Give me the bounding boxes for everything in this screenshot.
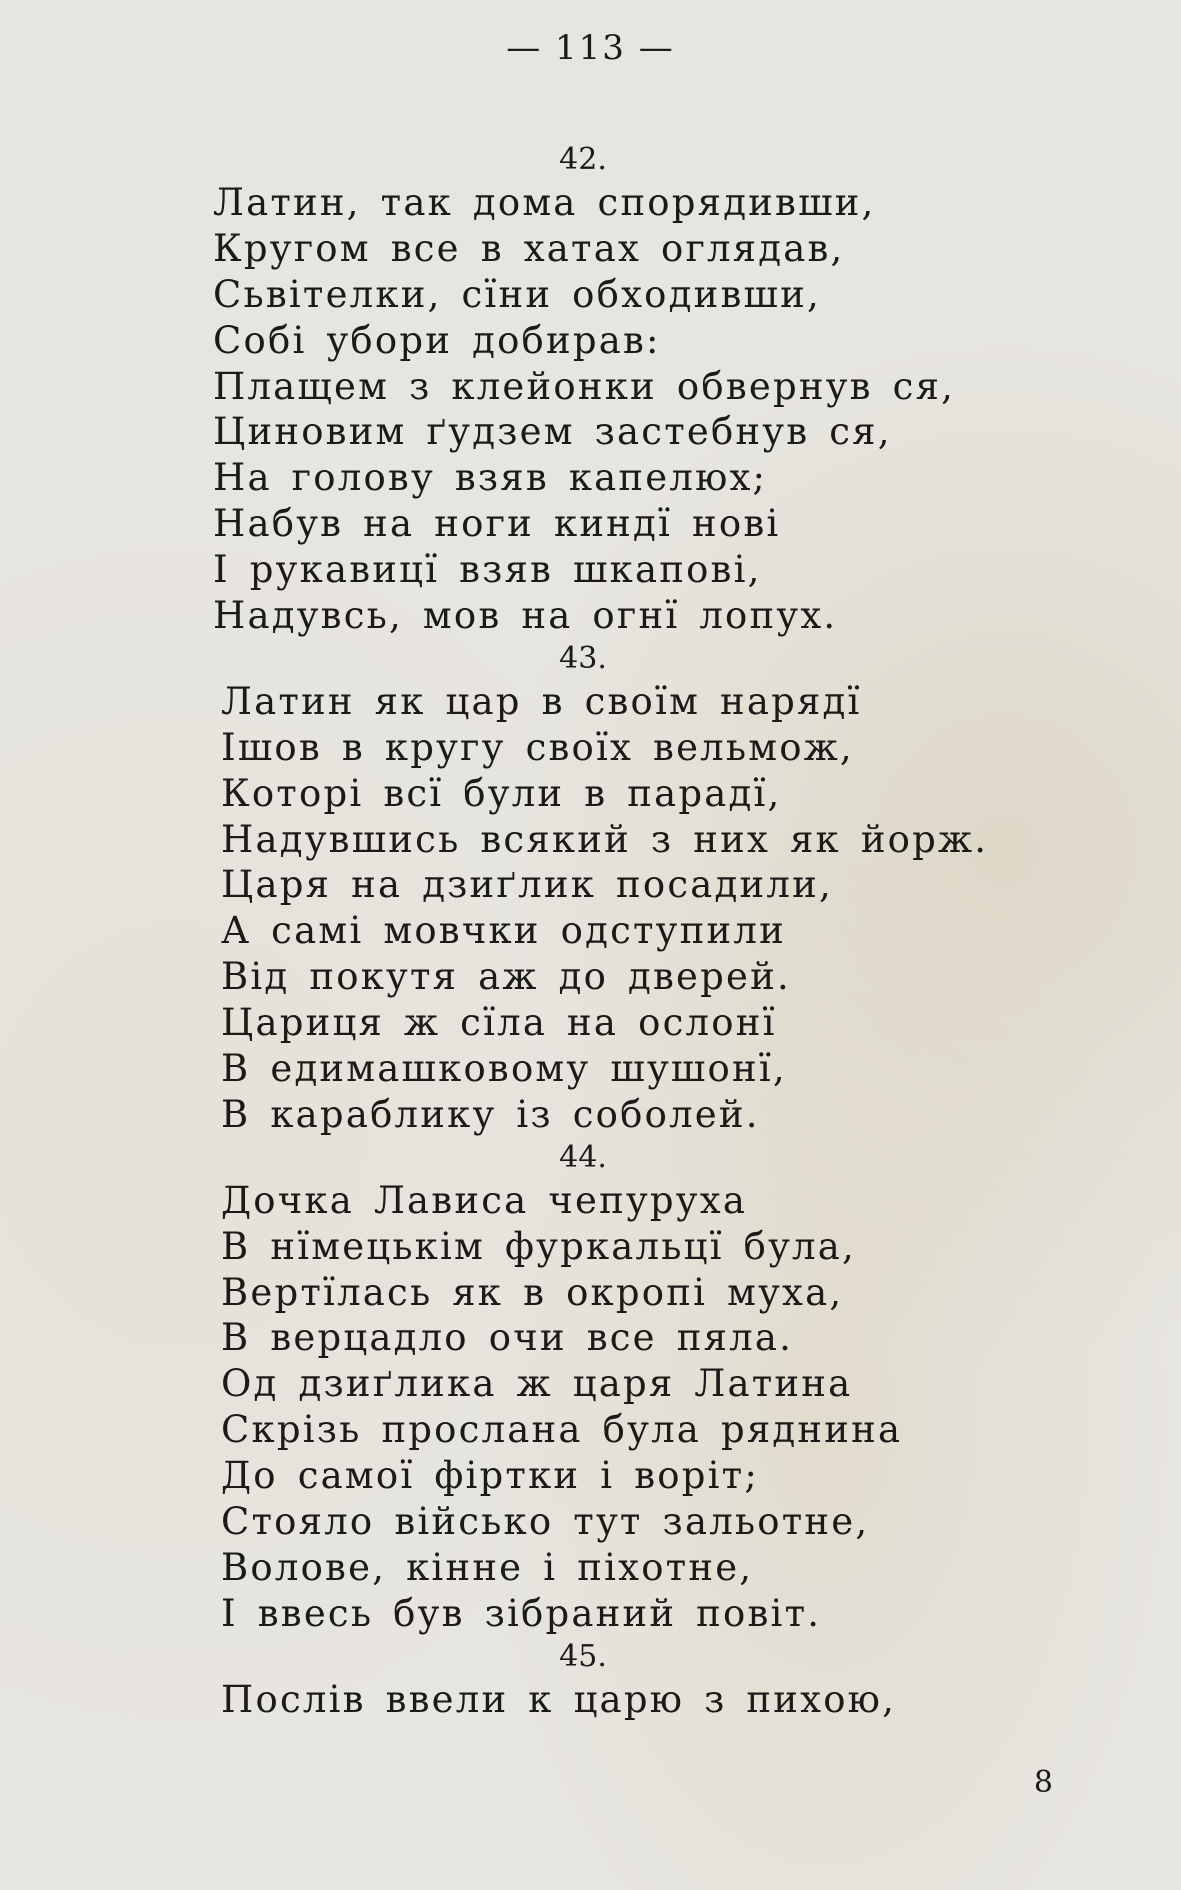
verse-line: Надувшись всякий з них як йорж. <box>221 817 989 861</box>
verse-line: До самої фіртки і воріт; <box>221 1454 759 1498</box>
verse-line: В верцадло очи все пяла. <box>221 1316 794 1360</box>
stanza-45 <box>213 1637 1053 1723</box>
verse-line: Ішов в кругу своїх вельмож, <box>221 725 854 769</box>
verse-line: І рукавицї взяв шкапові, <box>213 548 762 592</box>
verse-line: Плащем з клейонки обвернув ся, <box>213 364 956 408</box>
verse-line: Сьвітелки, сїни обходивши, <box>213 272 821 316</box>
verse-line: Послів ввели к царю з пихою, <box>221 1677 897 1721</box>
page-number: — 113 — <box>506 28 675 68</box>
verse-line: Надувсь, мов на огнї лопух. <box>213 594 838 638</box>
verse-line: Волове, кінне і піхотне, <box>221 1545 754 1589</box>
verse-line: Кругом все в хатах оглядав, <box>213 226 845 270</box>
verse-line: Дочка Лависа чепуруха <box>221 1178 748 1222</box>
verse-line: В нїмецькім фуркальцї була, <box>221 1224 856 1268</box>
verse-line: Которі всї були в парадї, <box>221 771 782 815</box>
verse-line: Скрізь прослана була ряднина <box>221 1408 903 1452</box>
poem-text <box>213 140 1053 1723</box>
stanza-43 <box>213 639 1053 1138</box>
verse-line: І ввесь був зібраний повіт. <box>221 1591 822 1635</box>
verse-line: В едимашковому шушонї, <box>221 1047 787 1091</box>
verse-line: Царя на дзиґлик посадили, <box>221 863 833 907</box>
stanza-number: 42. <box>559 142 607 177</box>
verse-line: Вертїлась як в окропі муха, <box>221 1270 844 1314</box>
verse-line: В караблику із соболей. <box>221 1092 760 1136</box>
verse-line: Від покутя аж до дверей. <box>221 955 791 999</box>
verse-line: Латин, так дома спорядивши, <box>213 181 876 224</box>
verse-line: Собі убори добирав: <box>213 318 661 362</box>
stanza-number: 43. <box>559 640 607 676</box>
stanza-44 <box>213 1138 1053 1637</box>
verse-line: Набув на ноги киндї нові <box>213 502 781 546</box>
stanza-42 <box>213 140 1053 639</box>
verse-line: Цариця ж сїла на ослонї <box>221 1001 777 1045</box>
printer-signature-mark: 8 <box>1033 1765 1053 1800</box>
verse-line: Циновим ґудзем застебнув ся, <box>213 410 892 454</box>
verse-line: На голову взяв капелюх; <box>213 456 768 500</box>
verse-line: Латин як цар в своїм нарядї <box>221 679 862 723</box>
verse-line: Стояло військо тут зальотне, <box>221 1500 870 1544</box>
verse-line: А самі мовчки одступили <box>221 909 786 953</box>
stanza-number: 45. <box>559 1638 607 1674</box>
stanza-number: 44. <box>559 1139 607 1175</box>
verse-line: Од дзиґлика ж царя Латина <box>221 1362 853 1406</box>
